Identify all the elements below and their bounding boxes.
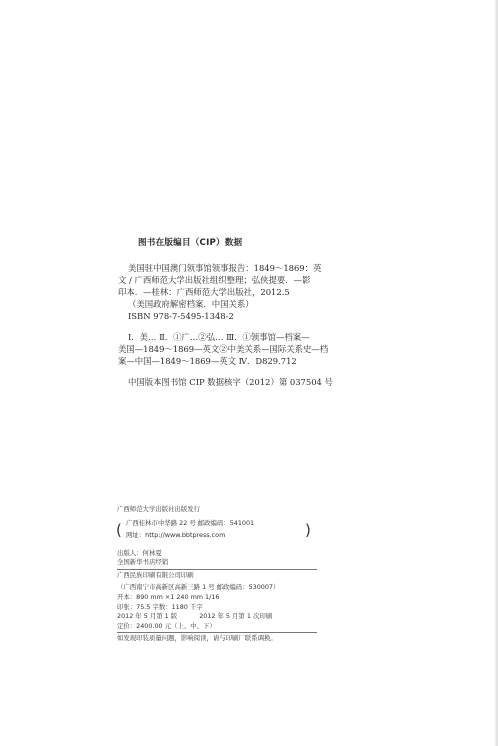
printer-line: 广西民族印刷有限公司印刷 bbox=[117, 570, 194, 579]
cip-description-line: 美国驻中国澳门领事馆领事报告：1849～1869：英 bbox=[128, 263, 322, 273]
cip-subject-line: 案—中国—1849～1869—英文 Ⅳ．D829.712 bbox=[118, 356, 297, 366]
cip-subject-line: Ⅰ．美… Ⅱ．①广…②弘… Ⅲ．①领事馆—档案— bbox=[128, 332, 310, 342]
edition-printing: 2012 年 5 月第 1 次印刷 bbox=[199, 612, 273, 621]
cip-number: 中国版本图书馆 CIP 数据核字（2012）第 037504 号 bbox=[128, 377, 333, 387]
cip-heading: 图书在版编目（CIP）数据 bbox=[138, 238, 243, 248]
cip-description-line: （美国政府解密档案．中国关系） bbox=[128, 299, 254, 309]
publisher-website: 网址：http://www.bbtpress.com bbox=[126, 530, 226, 539]
distributor-line: 全国新华书店经销 bbox=[117, 558, 169, 567]
cip-description-line: 文 / 广西师范大学出版社组织整理；弘侠提要．—影 bbox=[118, 275, 311, 285]
publisher-address-block bbox=[117, 517, 347, 547]
cip-subject-line: 美国—1849～1869—英文②中美关系—国际关系史—档 bbox=[118, 344, 329, 354]
publisher-line: 广西师范大学出版社出版发行 bbox=[117, 505, 201, 513]
edition-line bbox=[117, 612, 347, 622]
publisher-person: 出版人：何林夏 bbox=[117, 548, 162, 557]
format-line: 开本：890 mm ×1 240 mm 1/16 bbox=[117, 592, 220, 601]
left-bracket: ( bbox=[116, 520, 122, 539]
printer-address: （广西南宁市高新区高新三路 1 号 邮政编码：530007） bbox=[117, 583, 280, 592]
imprint-section bbox=[117, 505, 347, 644]
cip-subjects bbox=[118, 331, 388, 367]
price-line: 定价：2400.00 元（上、中、下） bbox=[117, 621, 216, 630]
edition-version: 2012 年 5 月第 1 版 bbox=[117, 612, 178, 621]
cip-description-line: 印本．—桂林：广西师范大学出版社，2012.5 bbox=[118, 287, 290, 297]
cip-section bbox=[118, 236, 388, 388]
publisher-address: 广西桂林市中华路 22 号 邮政编码：541001 bbox=[126, 518, 255, 527]
right-bracket: ) bbox=[305, 520, 311, 539]
cip-description bbox=[118, 262, 388, 322]
sheets-words-line: 印张：75.5 字数：1180 千字 bbox=[117, 602, 203, 611]
divider bbox=[117, 569, 317, 570]
cip-isbn: ISBN 978-7-5495-1348-2 bbox=[128, 311, 234, 321]
quality-notice: 如发现印装质量问题，影响阅读，请与印刷厂联系调换。 bbox=[117, 634, 277, 643]
